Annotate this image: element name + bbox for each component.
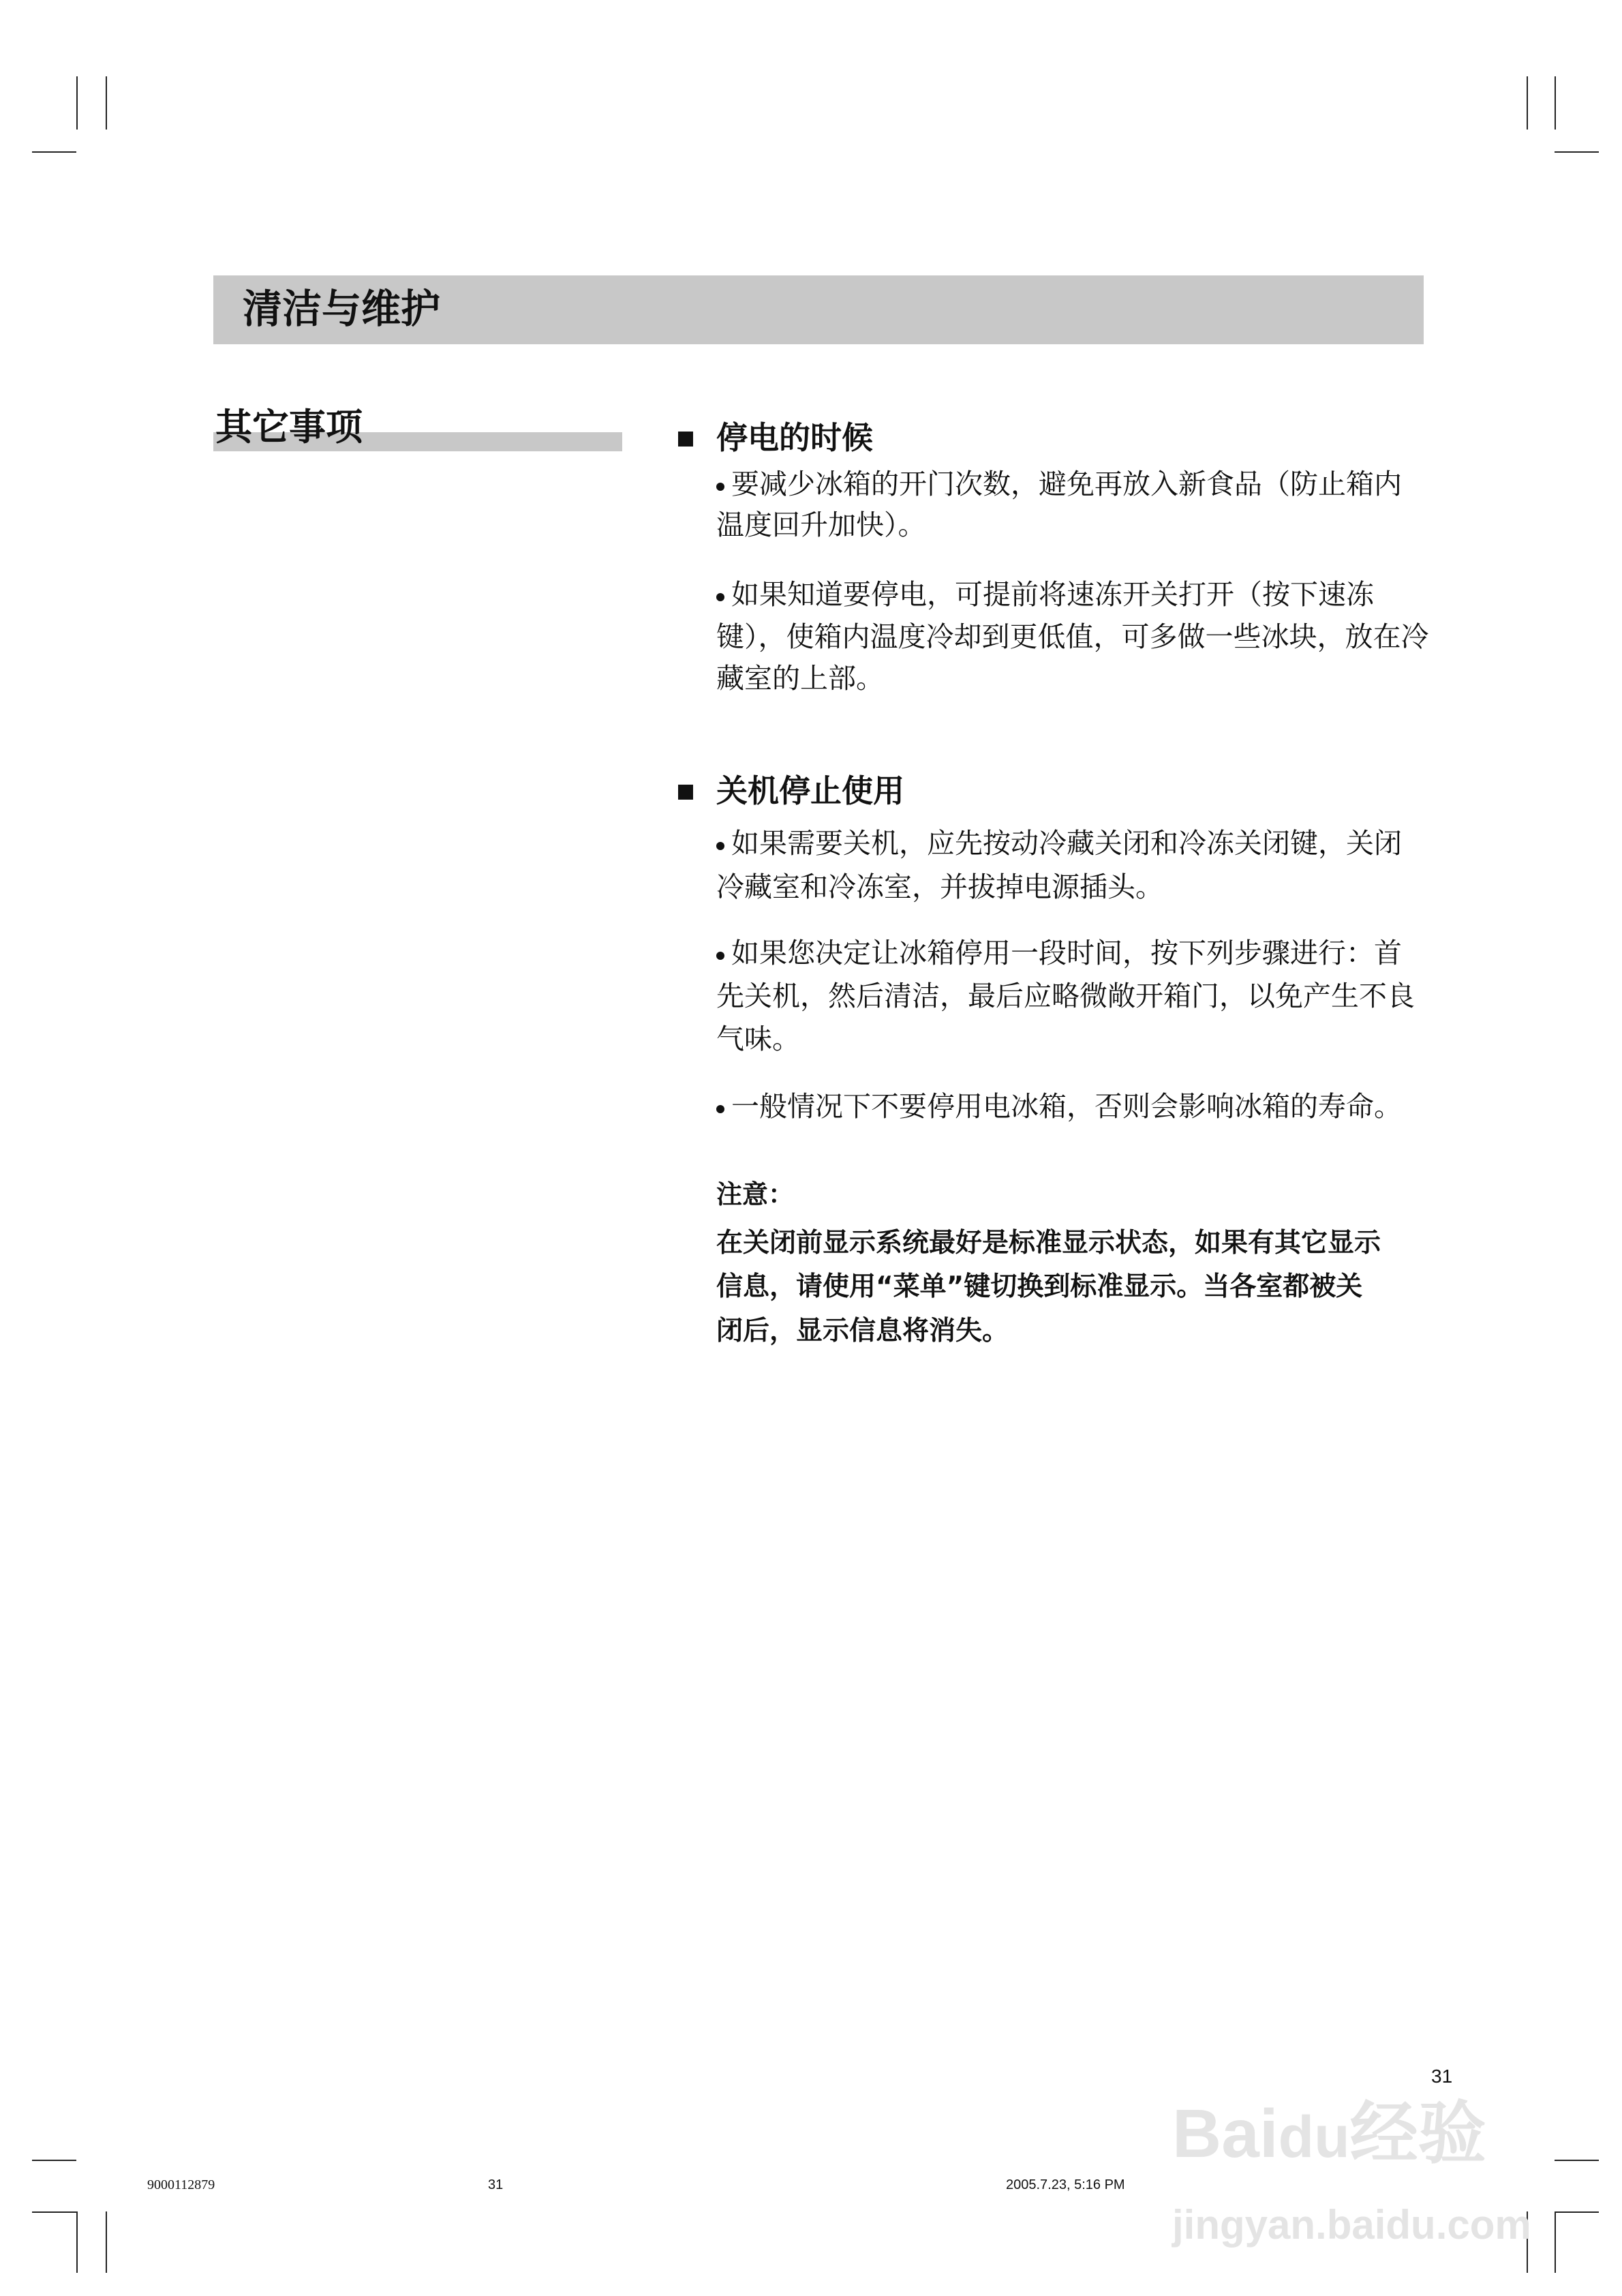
subsection-heading: 关机停止使用 — [716, 772, 904, 809]
paragraph-line: 键），使箱内温度冷却到更低值，可多做一些冰块，放在冷 — [716, 620, 1429, 653]
paragraph-line: 如果需要关机，应先按动冷藏关闭和冷冻关闭键，关闭 — [716, 824, 1425, 862]
paragraph-line: 温度回升加快）。 — [716, 509, 926, 541]
bullet-icon — [716, 952, 724, 960]
paragraph-line: 如果知道要停电，可提前将速冻开关打开（按下速冻 — [716, 575, 1425, 614]
square-bullet-icon — [678, 432, 693, 447]
footer-page: 31 — [488, 2177, 504, 2192]
page-number: 31 — [1431, 2066, 1453, 2087]
crop-mark — [1527, 76, 1528, 130]
note-label: 注意： — [716, 1179, 795, 1209]
crop-mark — [1555, 151, 1599, 153]
crop-mark — [1555, 2160, 1599, 2161]
crop-mark — [1555, 2211, 1556, 2273]
note-line: 信息，请使用“菜单”键切换到标准显示。当各室都被关 — [716, 1271, 1363, 1302]
baidu-watermark-url: jingyan.baidu.com — [1172, 2202, 1531, 2248]
paragraph-line: 一般情况下不要停用电冰箱，否则会影响冰箱的寿命。 — [716, 1087, 1425, 1126]
paragraph-line: 要减少冰箱的开门次数，避免再放入新食品（防止箱内 — [716, 465, 1425, 503]
footer-timestamp: 2005.7.23, 5:16 PM — [1006, 2177, 1125, 2192]
crop-mark — [32, 151, 76, 153]
bullet-icon — [716, 842, 724, 850]
paragraph-line: 先关机，然后清洁，最后应略微敞开箱门，以免产生不良 — [716, 980, 1415, 1012]
bullet-icon — [716, 593, 724, 601]
crop-mark — [1555, 76, 1556, 130]
bullet-icon — [716, 483, 724, 491]
baidu-watermark-logo: Baidu经验 — [1172, 2096, 1486, 2172]
chapter-title: 清洁与维护 — [243, 286, 441, 332]
note-line: 在关闭前显示系统最好是标准显示状态，如果有其它显示 — [716, 1228, 1381, 1258]
crop-mark — [1555, 2211, 1599, 2213]
crop-mark — [76, 76, 78, 130]
section-title: 其它事项 — [215, 406, 363, 449]
paragraph-line: 藏室的上部。 — [716, 662, 884, 695]
square-bullet-icon — [678, 785, 693, 800]
footer-doc-id: 9000112879 — [147, 2177, 215, 2192]
crop-mark — [32, 2160, 76, 2161]
paragraph-line: 如果您决定让冰箱停用一段时间，按下列步骤进行：首 — [716, 934, 1425, 972]
paragraph-line: 冷藏室和冷冻室，并拔掉电源插头。 — [716, 871, 1163, 903]
crop-mark — [106, 2211, 107, 2273]
paragraph-line: 气味。 — [716, 1023, 800, 1055]
crop-mark — [32, 2211, 76, 2213]
crop-mark — [76, 2211, 78, 2273]
crop-mark — [106, 76, 107, 130]
note-line: 闭后，显示信息将消失。 — [716, 1316, 1009, 1346]
bullet-icon — [716, 1105, 724, 1113]
subsection-heading: 停电的时候 — [716, 419, 873, 456]
